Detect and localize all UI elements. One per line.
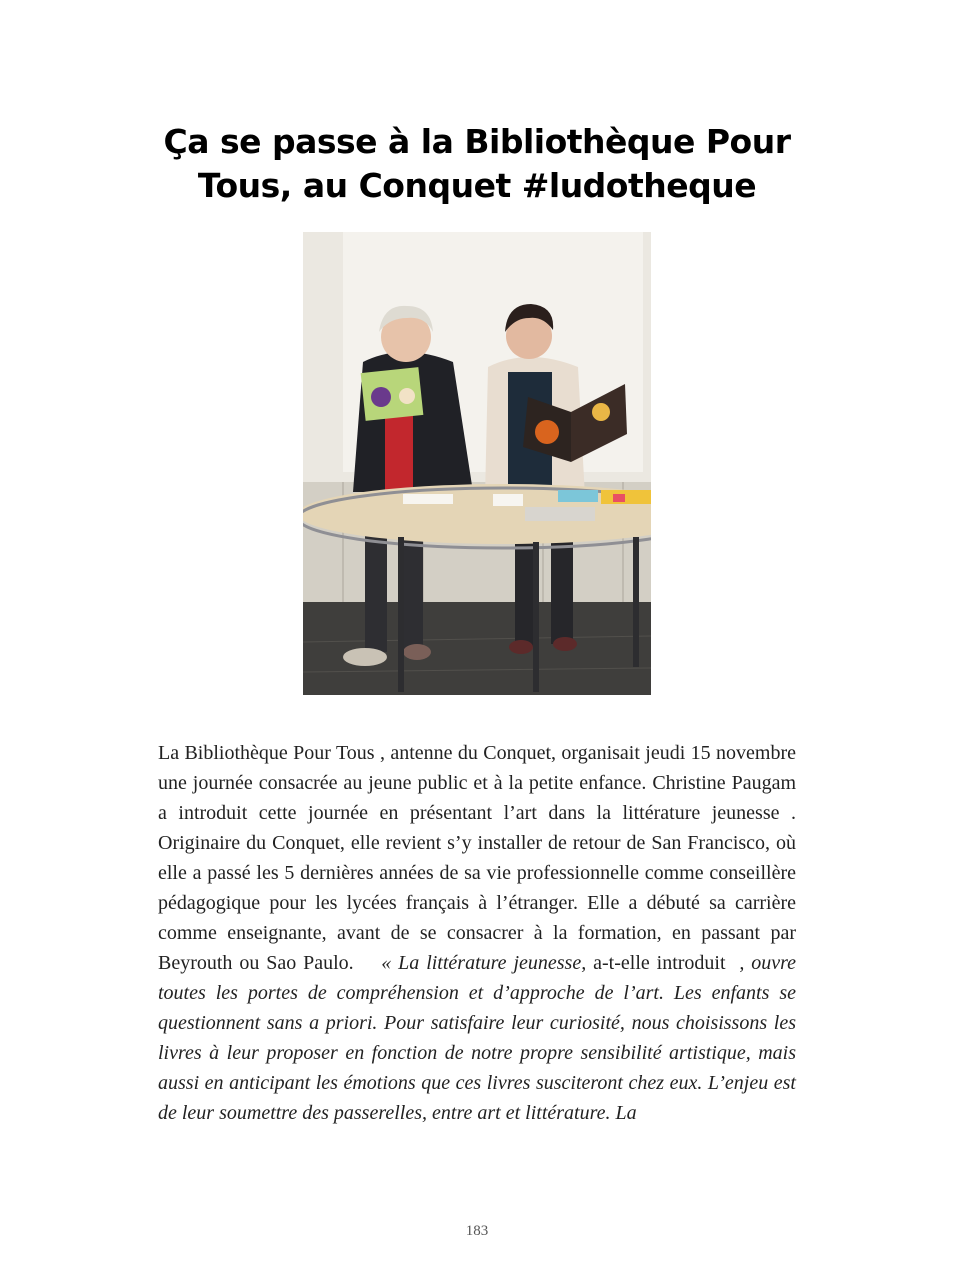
intro-paragraph: La Bibliothèque Pour Tous , antenne du Conquet, organisait jeudi 15 novembre une journée consacrée au jeune public et à la petite enfance. Christine Paugam a introduit cette journée en présentant l’art dans la littérature jeunesse . Originaire du Conquet, elle revient s’y installer de retour de San Francisco, où elle a passé les 5 dernières années de sa vie professionnelle comme conseillère pédagogique pour les lycées français à l’étranger. Elle a débuté sa carrière comme enseignante, avant de se consacrer à la formation, en passant par Beyrouth ou Sao Paulo. bbox=[158, 742, 796, 974]
quote-opening: « La littérature jeunesse, bbox=[381, 952, 587, 974]
article-title-line-1: Ça se passe à la Bibliothèque Pour bbox=[163, 122, 791, 161]
quote-attribution: a-t-elle introduit bbox=[593, 952, 726, 974]
article-photo bbox=[303, 232, 651, 695]
article-title-line-2: Tous, au Conquet #ludotheque bbox=[197, 166, 757, 205]
quote-body: , ouvre toutes les portes de compréhension et d’approche de l’art. Les enfants se questionnent sans a priori. Pour satisfaire leur curiosité, nous choisissons les livres à leur proposer en fonction de notre propre sensibilité artistique, mais aussi en anticipant les émotions que ces livres susciteront chez eux. L’enjeu est de leur soumettre des passerelles, entre art et littérature. La bbox=[158, 952, 797, 1124]
article-body bbox=[158, 738, 796, 1128]
page-number: 183 bbox=[465, 1223, 489, 1239]
article-title bbox=[150, 120, 804, 208]
